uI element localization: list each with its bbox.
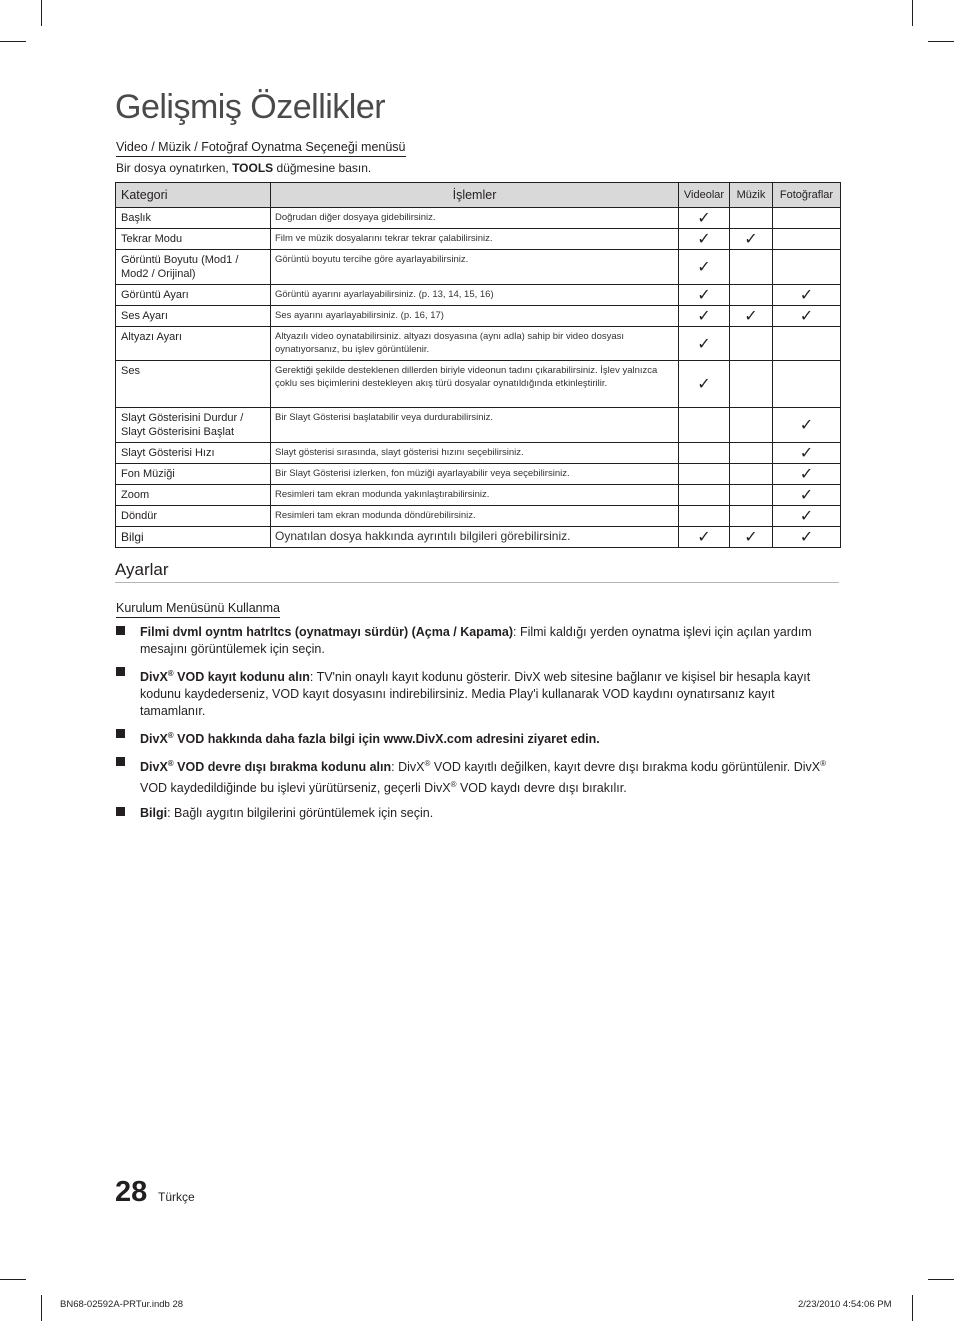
list-item xyxy=(116,755,840,797)
row-category: Ses Ayarı xyxy=(116,306,271,327)
check-mark-music xyxy=(730,361,773,408)
bullet-square-icon xyxy=(116,729,125,738)
resume-option-text: : Filmi kaldığı yerden oynatma işlevi için açılan yardım mesajını görüntülemek için seçin. xyxy=(140,625,812,656)
row-description: Doğrudan diğer dosyaya gidebilirsiniz. xyxy=(271,208,679,229)
check-mark-video xyxy=(679,485,730,506)
table-row xyxy=(116,506,841,527)
crop-mark xyxy=(928,41,954,42)
header-photos: Fotoğraflar xyxy=(773,183,841,208)
list-item xyxy=(116,805,840,822)
check-mark-video: ✓ xyxy=(679,361,730,408)
divx-deregistration-text-c: VOD kaydedildiğinde bu işlevi yürütürseniz, geçerli DivX xyxy=(140,781,451,796)
table-row xyxy=(116,527,841,548)
check-mark-video: ✓ xyxy=(679,285,730,306)
divx-registration-label xyxy=(140,670,310,684)
header-category: Kategori xyxy=(116,183,271,208)
table-row xyxy=(116,464,841,485)
crop-mark xyxy=(912,0,913,26)
table-header-row xyxy=(116,183,841,208)
bullet-square-icon xyxy=(116,807,125,816)
options-table xyxy=(115,182,841,548)
row-category: Görüntü Boyutu (Mod1 / Mod2 / Orijinal) xyxy=(116,250,271,285)
bullet-square-icon xyxy=(116,757,125,766)
intro-text xyxy=(116,161,371,175)
menu-subheading: Video / Müzik / Fotoğraf Oynatma Seçeneği menüsü xyxy=(116,140,406,157)
row-category: Bilgi xyxy=(116,527,271,548)
crop-mark xyxy=(41,0,42,26)
row-description: Slayt gösterisi sırasında, slayt gösterisi hızını seçebilirsiniz. xyxy=(271,443,679,464)
settings-heading: Ayarlar xyxy=(115,560,839,583)
divx-brand: DivX xyxy=(140,732,168,747)
check-mark-video: ✓ xyxy=(679,327,730,361)
crop-mark xyxy=(0,41,26,42)
registered-mark: ® xyxy=(424,759,431,769)
list-item xyxy=(116,727,840,748)
table-row xyxy=(116,485,841,506)
check-mark-music: ✓ xyxy=(730,527,773,548)
header-music: Müzik xyxy=(730,183,773,208)
table-row xyxy=(116,285,841,306)
page-title: Gelişmiş Özellikler xyxy=(115,88,386,126)
row-description: Altyazılı video oynatabilirsiniz. altyazı dosyasına (aynı adla) sahip bir video dosyası oynatıyorsanız, bu işlev görüntülenir. xyxy=(271,327,679,361)
crop-mark xyxy=(912,1295,913,1321)
row-category: Slayt Gösterisi Hızı xyxy=(116,443,271,464)
list-item xyxy=(116,665,840,720)
check-mark-music: ✓ xyxy=(730,306,773,327)
row-category: Döndür xyxy=(116,506,271,527)
check-mark-music xyxy=(730,250,773,285)
registered-mark: ® xyxy=(167,669,174,678)
check-mark-photo: ✓ xyxy=(773,443,841,464)
table-body xyxy=(116,208,841,548)
info-label: Bilgi xyxy=(140,805,168,820)
check-mark-photo xyxy=(773,229,841,250)
check-mark-music xyxy=(730,285,773,306)
divx-deregistration-text-a: : DivX xyxy=(391,760,425,775)
header-videos: Videolar xyxy=(679,183,730,208)
table-row xyxy=(116,327,841,361)
table-row xyxy=(116,408,841,443)
registered-mark: ® xyxy=(820,759,827,769)
row-category: Slayt Gösterisini Durdur / Slayt Gösterisini Başlat xyxy=(116,408,271,443)
check-mark-video xyxy=(679,464,730,485)
check-mark-video xyxy=(679,506,730,527)
table-row xyxy=(116,306,841,327)
divx-deregistration-label xyxy=(140,760,391,774)
divx-info-text: VOD hakkında daha fazla bilgi için www.DivX.com adresini ziyaret edin. xyxy=(173,732,600,747)
check-mark-music: ✓ xyxy=(730,229,773,250)
row-category: Altyazı Ayarı xyxy=(116,327,271,361)
check-mark-video xyxy=(679,408,730,443)
row-description: Film ve müzik dosyalarını tekrar tekrar çalabilirsiniz. xyxy=(271,229,679,250)
row-description: Resimleri tam ekran modunda yakınlaştırabilirsiniz. xyxy=(271,485,679,506)
check-mark-photo: ✓ xyxy=(773,527,841,548)
check-mark-music xyxy=(730,443,773,464)
row-description: Ses ayarını ayarlayabilirsiniz. (p. 16, 17) xyxy=(271,306,679,327)
check-mark-photo: ✓ xyxy=(773,306,841,327)
bullet-square-icon xyxy=(116,626,125,635)
divx-deregistration-text-d: VOD kaydı devre dışı bırakılır. xyxy=(456,781,627,796)
check-mark-music xyxy=(730,506,773,527)
table-row xyxy=(116,250,841,285)
row-description: Gerektiği şekilde desteklenen dillerden biriyle videonun tadını çıkarabilirsiniz. İşlev yalnızca çoklu ses biçimlerini destekleyen akış türü dosyalar oynatıldığında etkinleştirilir. xyxy=(271,361,679,408)
check-mark-photo xyxy=(773,208,841,229)
check-mark-music xyxy=(730,408,773,443)
row-category: Görüntü Ayarı xyxy=(116,285,271,306)
divx-registration-title: VOD kayıt kodunu alın xyxy=(173,670,310,685)
row-category: Zoom xyxy=(116,485,271,506)
check-mark-video: ✓ xyxy=(679,527,730,548)
check-mark-photo: ✓ xyxy=(773,506,841,527)
divx-deregistration-text-b: VOD kayıtlı değilken, kayıt devre dışı bırakma kodu görüntülenir. DivX xyxy=(430,760,821,775)
info-text: : Bağlı aygıtın bilgilerini görüntülemek için seçin. xyxy=(167,805,434,820)
crop-mark xyxy=(41,1295,42,1321)
crop-mark xyxy=(928,1279,954,1280)
row-category: Fon Müziği xyxy=(116,464,271,485)
check-mark-photo xyxy=(773,327,841,361)
bullet-square-icon xyxy=(116,667,125,676)
print-file-info: BN68-02592A-PRTur.indb 28 xyxy=(60,1299,184,1310)
divx-deregistration-title: VOD devre dışı bırakma kodunu alın xyxy=(173,760,392,775)
row-description: Oynatılan dosya hakkında ayrıntılı bilgileri görebilirsiniz. xyxy=(271,527,679,548)
tools-keyword: TOOLS xyxy=(232,161,274,175)
divx-brand: DivX xyxy=(140,760,168,775)
registered-mark: ® xyxy=(167,759,174,769)
table-row xyxy=(116,229,841,250)
row-description: Bir Slayt Gösterisi izlerken, fon müziği ayarlayabilir veya seçebilirsiniz. xyxy=(271,464,679,485)
table-row xyxy=(116,443,841,464)
divx-brand: DivX xyxy=(140,670,168,685)
check-mark-photo: ✓ xyxy=(773,285,841,306)
check-mark-photo: ✓ xyxy=(773,485,841,506)
registered-mark: ® xyxy=(450,780,457,790)
check-mark-photo: ✓ xyxy=(773,464,841,485)
settings-subheading: Kurulum Menüsünü Kullanma xyxy=(116,601,280,618)
row-description: Resimleri tam ekran modunda döndürebilirsiniz. xyxy=(271,506,679,527)
check-mark-photo xyxy=(773,361,841,408)
row-description: Görüntü boyutu tercihe göre ayarlayabilirsiniz. xyxy=(271,250,679,285)
check-mark-video: ✓ xyxy=(679,208,730,229)
divx-registration-text: : TV'nin onaylı kayıt kodunu gösterir. DivX web sitesine bağlanır ve kişisel bir hesapla kayıt kodunu kaydederseniz, VOD kayıt dosyasını indirebilirsiniz. Media Play'i kullanarak VOD kaydını oynatırsanız kayıt tamamlanır. xyxy=(140,670,811,719)
row-description: Bir Slayt Gösterisi başlatabilir veya durdurabilirsiniz. xyxy=(271,408,679,443)
intro-pre: Bir dosya oynatırken, xyxy=(116,161,233,175)
check-mark-video: ✓ xyxy=(679,229,730,250)
row-category: Tekrar Modu xyxy=(116,229,271,250)
check-mark-music xyxy=(730,208,773,229)
row-category: Ses xyxy=(116,361,271,408)
header-actions: İşlemler xyxy=(271,183,679,208)
resume-option-label: Filmi dvml oyntm hatrltcs (oynatmayı sürdür) (Açma / Kapama) xyxy=(140,625,513,639)
check-mark-photo: ✓ xyxy=(773,408,841,443)
page-number: 28 xyxy=(115,1176,148,1208)
check-mark-music xyxy=(730,464,773,485)
check-mark-photo xyxy=(773,250,841,285)
print-datetime: 2/23/2010 4:54:06 PM xyxy=(798,1299,892,1310)
row-category: Başlık xyxy=(116,208,271,229)
check-mark-video xyxy=(679,443,730,464)
language-label: Türkçe xyxy=(158,1190,195,1204)
divx-info-label xyxy=(140,732,600,746)
row-description: Görüntü ayarını ayarlayabilirsiniz. (p. 13, 14, 15, 16) xyxy=(271,285,679,306)
registered-mark: ® xyxy=(167,731,174,741)
crop-mark xyxy=(0,1279,26,1280)
check-mark-video: ✓ xyxy=(679,306,730,327)
table-row xyxy=(116,208,841,229)
list-item xyxy=(116,624,840,658)
check-mark-music xyxy=(730,485,773,506)
intro-post: düğmesine basın. xyxy=(273,161,372,175)
check-mark-video: ✓ xyxy=(679,250,730,285)
table-row xyxy=(116,361,841,408)
check-mark-music xyxy=(730,327,773,361)
settings-list xyxy=(116,624,840,829)
